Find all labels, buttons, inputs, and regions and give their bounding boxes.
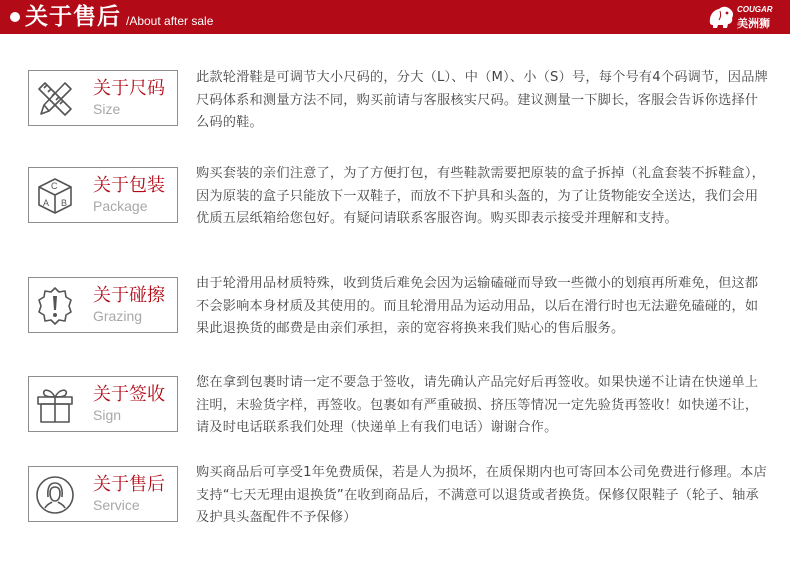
sign-title: 关于签收 (93, 384, 165, 405)
pencil-ruler-icon (35, 79, 75, 119)
size-description: 此款轮滑鞋是可调节大小尺码的，分大（L）、中（M）、小（S）号，每个号有4个码调节，因品牌尺码体系和测量方法不同，购买前请与客服核实尺码。建议测量一下脚长，客服会告诉你选择什么码的鞋。 (196, 70, 768, 130)
lion-logo-icon (706, 3, 736, 31)
svg-text:A: A (43, 198, 50, 208)
bullet-dot-icon (10, 12, 20, 22)
page-subtitle: /About after sale (126, 14, 214, 28)
brand-logo (706, 3, 786, 31)
package-cube-icon (35, 176, 75, 216)
service-subtitle: Service (93, 497, 140, 513)
size-title: 关于尺码 (93, 78, 165, 99)
page-header (0, 0, 790, 34)
sign-description: 您在拿到包裹时请一定不要急于签收，请先确认产品完好后再签收。如果快递不让请在快递单上注明，末验货字样，再签收。包裹如有严重破损、挤压等情况一定先验货再签收！如快递不让，请及时电话联系我们处理（快递单上有我们电话）谢谢合作。 (196, 375, 759, 435)
svg-text:B: B (61, 198, 68, 208)
service-label-box (28, 466, 178, 522)
customer-service-icon (35, 475, 75, 515)
service-title: 关于售后 (93, 474, 165, 495)
service-description: 购买商品后可享受1年免费质保，若是人为损坏，在质保期内也可寄回本公司免费进行修理。本店支持“七天无理由退换货”在收到商品后，不满意可以退货或者换货。保修仅限鞋子（轮子、轴承及护具头盔配件不予保修） (196, 465, 767, 525)
size-subtitle: Size (93, 101, 121, 117)
package-subtitle: Package (93, 198, 148, 214)
size-label-box (28, 70, 178, 126)
package-title: 关于包装 (93, 175, 165, 196)
sign-subtitle: Sign (93, 407, 122, 423)
brand-name-en: COUGAR (737, 5, 773, 14)
warning-badge-icon (35, 286, 75, 326)
svg-text:C: C (51, 181, 58, 191)
grazing-title: 关于碰擦 (93, 285, 165, 306)
brand-name-cn: 美洲狮 (737, 17, 770, 30)
gift-box-icon (35, 385, 75, 425)
page-title: 关于售后 (25, 4, 121, 30)
package-label-box (28, 167, 178, 223)
grazing-description: 由于轮滑用品材质特殊，收到货后难免会因为运输磕碰而导致一些微小的划痕再所难免，但这都不会影响本身材质及其使用的。而且轮滑用品为运动用品，以后在滑行时也无法避免磕碰的，如果此退换货的邮费是由亲们承担，亲的宽容将换来我们贴心的售后服务。 (196, 276, 759, 336)
sign-label-box (28, 376, 178, 432)
package-description: 购买套装的亲们注意了，为了方便打包，有些鞋款需要把原装的盒子拆掉（礼盒套装不拆鞋盒），因为原装的盒子只能放下一双鞋子，而放不下护具和头盔的，为了让货物能安全送达，我们会用优质五层纸箱给您包好。有疑问请联系客服咨询。购买即表示接受并理解和支持。 (196, 166, 766, 226)
grazing-label-box (28, 277, 178, 333)
grazing-subtitle: Grazing (93, 308, 143, 324)
